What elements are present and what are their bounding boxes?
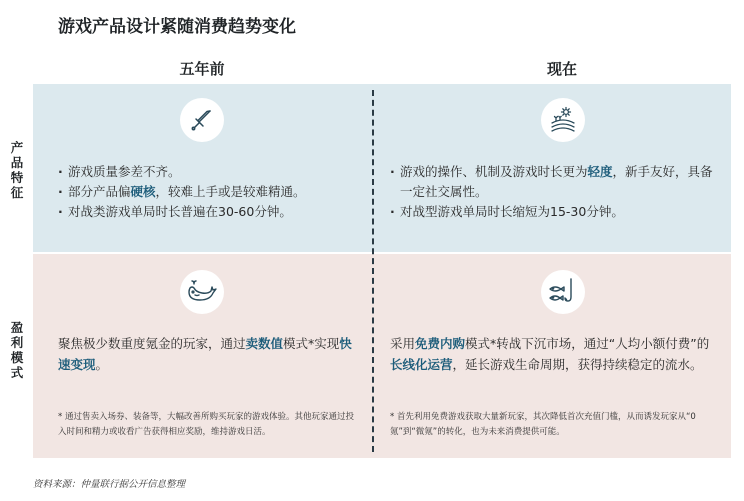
bottom-left-footnote: * 通过售卖入场券、装备等，大幅改善所购买玩家的游戏体验。其他玩家通过投入时间和精力或收看广告获得相应奖励，维持游戏日活。: [58, 412, 354, 437]
column-header-now: 现在: [546, 60, 577, 78]
column-header-five-years-ago: 五年前: [179, 60, 225, 78]
top-right-bullet-list: [390, 162, 720, 222]
list-item: · 对战类游戏单局时长普遍在30-60分钟。: [58, 202, 358, 222]
list-item: · 游戏的操作、机制及游戏时长更为轻度，新手友好，具备一定社交属性。: [390, 162, 720, 202]
row-label-profit-model: 盈 利 模 式: [10, 320, 24, 380]
bottom-right-description: 采用免费内购模式*转战下沉市场，通过“人均小额付费”的长线化运营，延长游戏生命周期，获得持续稳定的流水。: [390, 336, 710, 372]
farm-landscape-icon: [541, 98, 585, 142]
row-label-product-features: 产 品 特 征: [10, 140, 24, 200]
list-item: · 部分产品偏硬核，较难上手或是较难精通。: [58, 182, 358, 202]
list-item: · 游戏质量参差不齐。: [58, 162, 358, 182]
column-divider: [372, 90, 374, 452]
whale-icon: [180, 270, 224, 314]
list-item: · 对战型游戏单局时长缩短为15-30分钟。: [390, 202, 720, 222]
bottom-right-footnote: * 首先利用免费游戏获取大量新玩家，其次降低首次充值门槛，从而诱发玩家从“0氪”到“微氪”的转化，也为未来消费提供可能。: [390, 412, 696, 437]
bottom-left-description: 聚焦极少数重度氪金的玩家，通过卖数值模式*实现快速变现。: [58, 336, 352, 372]
sword-icon: [180, 98, 224, 142]
fish-hook-icon: [541, 270, 585, 314]
top-left-bullet-list: [58, 162, 358, 222]
chart-title: 游戏产品设计紧随消费趋势变化: [58, 17, 296, 37]
source-note: 资料来源：仲量联行据公开信息整理: [33, 479, 186, 490]
